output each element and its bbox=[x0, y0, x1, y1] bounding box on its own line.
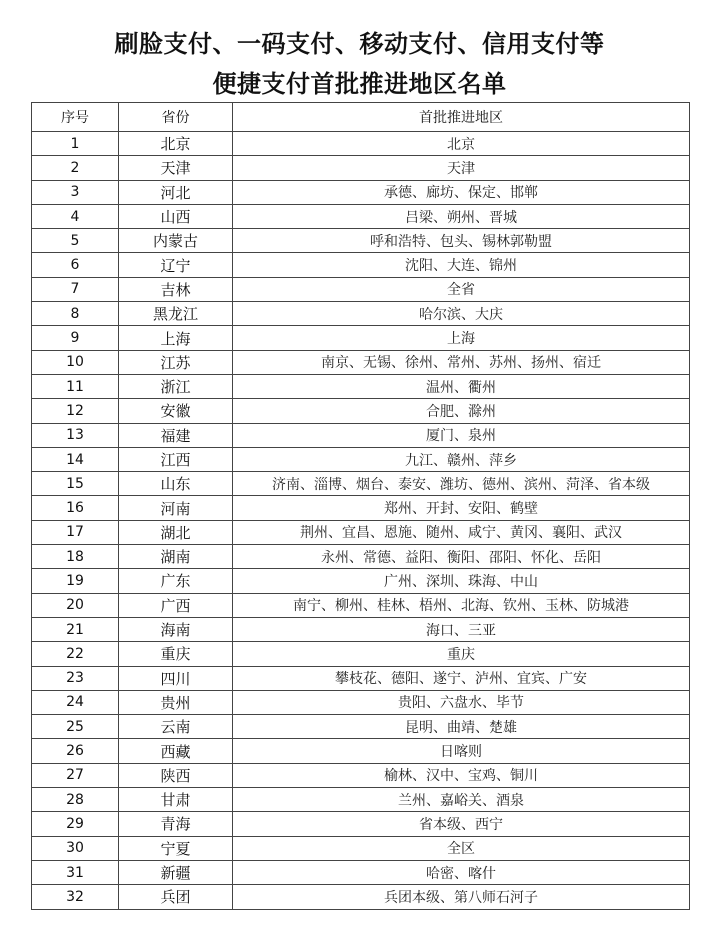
table-row bbox=[32, 253, 690, 277]
table-row bbox=[32, 836, 690, 860]
table-row bbox=[32, 277, 690, 301]
table-row bbox=[32, 569, 690, 593]
province-cell: 山东 bbox=[119, 472, 233, 496]
areas-cell: 兵团本级、第八师石河子 bbox=[233, 885, 690, 909]
areas-cell: 吕梁、朔州、晋城 bbox=[233, 204, 690, 228]
table-row bbox=[32, 472, 690, 496]
row-number-cell: 29 bbox=[32, 812, 119, 836]
areas-cell: 哈尔滨、大庆 bbox=[233, 302, 690, 326]
areas-cell: 兰州、嘉峪关、酒泉 bbox=[233, 788, 690, 812]
province-cell: 新疆 bbox=[119, 860, 233, 884]
row-number-cell: 1 bbox=[32, 132, 119, 156]
areas-cell: 上海 bbox=[233, 326, 690, 350]
table-row bbox=[32, 642, 690, 666]
areas-cell: 榆林、汉中、宝鸡、铜川 bbox=[233, 763, 690, 787]
areas-cell: 温州、衢州 bbox=[233, 374, 690, 398]
areas-cell: 沈阳、大连、锦州 bbox=[233, 253, 690, 277]
province-cell: 浙江 bbox=[119, 374, 233, 398]
row-number-cell: 16 bbox=[32, 496, 119, 520]
row-number-cell: 26 bbox=[32, 739, 119, 763]
areas-cell: 广州、深圳、珠海、中山 bbox=[233, 569, 690, 593]
table-row bbox=[32, 326, 690, 350]
row-number-cell: 6 bbox=[32, 253, 119, 277]
province-cell: 辽宁 bbox=[119, 253, 233, 277]
row-number-cell: 15 bbox=[32, 472, 119, 496]
table-row bbox=[32, 447, 690, 471]
table-row bbox=[32, 132, 690, 156]
table-row bbox=[32, 812, 690, 836]
row-number-cell: 30 bbox=[32, 836, 119, 860]
row-number-cell: 19 bbox=[32, 569, 119, 593]
areas-cell: 南京、无锡、徐州、常州、苏州、扬州、宿迁 bbox=[233, 350, 690, 374]
row-number-cell: 20 bbox=[32, 593, 119, 617]
areas-cell: 天津 bbox=[233, 156, 690, 180]
table-row bbox=[32, 302, 690, 326]
province-cell: 陕西 bbox=[119, 763, 233, 787]
table-row bbox=[32, 156, 690, 180]
areas-cell: 昆明、曲靖、楚雄 bbox=[233, 715, 690, 739]
table-row bbox=[32, 545, 690, 569]
province-cell: 安徽 bbox=[119, 399, 233, 423]
areas-cell: 呼和浩特、包头、锡林郭勒盟 bbox=[233, 229, 690, 253]
row-number-cell: 17 bbox=[32, 520, 119, 544]
row-number-cell: 27 bbox=[32, 763, 119, 787]
province-cell: 天津 bbox=[119, 156, 233, 180]
row-number-cell: 8 bbox=[32, 302, 119, 326]
row-number-cell: 5 bbox=[32, 229, 119, 253]
table-row bbox=[32, 739, 690, 763]
row-number-cell: 22 bbox=[32, 642, 119, 666]
table-row bbox=[32, 860, 690, 884]
province-cell: 江苏 bbox=[119, 350, 233, 374]
province-cell: 上海 bbox=[119, 326, 233, 350]
document-title-line-1: 刷脸支付、一码支付、移动支付、信用支付等 bbox=[114, 29, 605, 58]
table-row bbox=[32, 690, 690, 714]
province-cell: 贵州 bbox=[119, 690, 233, 714]
row-number-cell: 7 bbox=[32, 277, 119, 301]
province-cell: 湖北 bbox=[119, 520, 233, 544]
row-number-cell: 31 bbox=[32, 860, 119, 884]
areas-cell: 哈密、喀什 bbox=[233, 860, 690, 884]
areas-cell: 永州、常德、益阳、衡阳、邵阳、怀化、岳阳 bbox=[233, 545, 690, 569]
header-no: 序号 bbox=[32, 103, 119, 132]
row-number-cell: 4 bbox=[32, 204, 119, 228]
areas-cell: 日喀则 bbox=[233, 739, 690, 763]
row-number-cell: 10 bbox=[32, 350, 119, 374]
province-cell: 重庆 bbox=[119, 642, 233, 666]
province-cell: 内蒙古 bbox=[119, 229, 233, 253]
table-row bbox=[32, 350, 690, 374]
areas-cell: 九江、赣州、萍乡 bbox=[233, 447, 690, 471]
areas-cell: 重庆 bbox=[233, 642, 690, 666]
areas-cell: 省本级、西宁 bbox=[233, 812, 690, 836]
table-row bbox=[32, 520, 690, 544]
areas-cell: 贵阳、六盘水、毕节 bbox=[233, 690, 690, 714]
areas-cell: 南宁、柳州、桂林、梧州、北海、钦州、玉林、防城港 bbox=[233, 593, 690, 617]
table-row bbox=[32, 617, 690, 641]
table-row bbox=[32, 496, 690, 520]
province-cell: 福建 bbox=[119, 423, 233, 447]
row-number-cell: 3 bbox=[32, 180, 119, 204]
table-row bbox=[32, 593, 690, 617]
row-number-cell: 12 bbox=[32, 399, 119, 423]
areas-cell: 郑州、开封、安阳、鹤壁 bbox=[233, 496, 690, 520]
areas-cell: 合肥、滁州 bbox=[233, 399, 690, 423]
province-cell: 河北 bbox=[119, 180, 233, 204]
table-row bbox=[32, 374, 690, 398]
province-cell: 四川 bbox=[119, 666, 233, 690]
row-number-cell: 21 bbox=[32, 617, 119, 641]
row-number-cell: 25 bbox=[32, 715, 119, 739]
province-cell: 海南 bbox=[119, 617, 233, 641]
region-list-table bbox=[31, 102, 690, 910]
row-number-cell: 24 bbox=[32, 690, 119, 714]
province-cell: 青海 bbox=[119, 812, 233, 836]
table-row bbox=[32, 229, 690, 253]
row-number-cell: 13 bbox=[32, 423, 119, 447]
table-body bbox=[32, 132, 690, 910]
header-province: 省份 bbox=[119, 103, 233, 132]
province-cell: 北京 bbox=[119, 132, 233, 156]
areas-cell: 厦门、泉州 bbox=[233, 423, 690, 447]
province-cell: 黑龙江 bbox=[119, 302, 233, 326]
table-row bbox=[32, 763, 690, 787]
table-row bbox=[32, 715, 690, 739]
row-number-cell: 11 bbox=[32, 374, 119, 398]
table-header-row bbox=[32, 103, 690, 132]
province-cell: 吉林 bbox=[119, 277, 233, 301]
header-areas: 首批推进地区 bbox=[233, 103, 690, 132]
areas-cell: 北京 bbox=[233, 132, 690, 156]
row-number-cell: 9 bbox=[32, 326, 119, 350]
document-title-line-2: 便捷支付首批推进地区名单 bbox=[212, 69, 507, 98]
areas-cell: 攀枝花、德阳、遂宁、泸州、宜宾、广安 bbox=[233, 666, 690, 690]
province-cell: 河南 bbox=[119, 496, 233, 520]
row-number-cell: 14 bbox=[32, 447, 119, 471]
province-cell: 湖南 bbox=[119, 545, 233, 569]
province-cell: 江西 bbox=[119, 447, 233, 471]
areas-cell: 全省 bbox=[233, 277, 690, 301]
row-number-cell: 28 bbox=[32, 788, 119, 812]
province-cell: 兵团 bbox=[119, 885, 233, 909]
table-row bbox=[32, 788, 690, 812]
province-cell: 山西 bbox=[119, 204, 233, 228]
table-row bbox=[32, 666, 690, 690]
areas-cell: 海口、三亚 bbox=[233, 617, 690, 641]
province-cell: 西藏 bbox=[119, 739, 233, 763]
areas-cell: 全区 bbox=[233, 836, 690, 860]
province-cell: 广西 bbox=[119, 593, 233, 617]
table-row bbox=[32, 885, 690, 909]
areas-cell: 济南、淄博、烟台、泰安、潍坊、德州、滨州、菏泽、省本级 bbox=[233, 472, 690, 496]
table-row bbox=[32, 423, 690, 447]
province-cell: 云南 bbox=[119, 715, 233, 739]
province-cell: 宁夏 bbox=[119, 836, 233, 860]
row-number-cell: 32 bbox=[32, 885, 119, 909]
table-row bbox=[32, 204, 690, 228]
areas-cell: 荆州、宜昌、恩施、随州、咸宁、黄冈、襄阳、武汉 bbox=[233, 520, 690, 544]
province-cell: 甘肃 bbox=[119, 788, 233, 812]
row-number-cell: 23 bbox=[32, 666, 119, 690]
areas-cell: 承德、廊坊、保定、邯郸 bbox=[233, 180, 690, 204]
row-number-cell: 2 bbox=[32, 156, 119, 180]
table-row bbox=[32, 399, 690, 423]
table-row bbox=[32, 180, 690, 204]
row-number-cell: 18 bbox=[32, 545, 119, 569]
province-cell: 广东 bbox=[119, 569, 233, 593]
